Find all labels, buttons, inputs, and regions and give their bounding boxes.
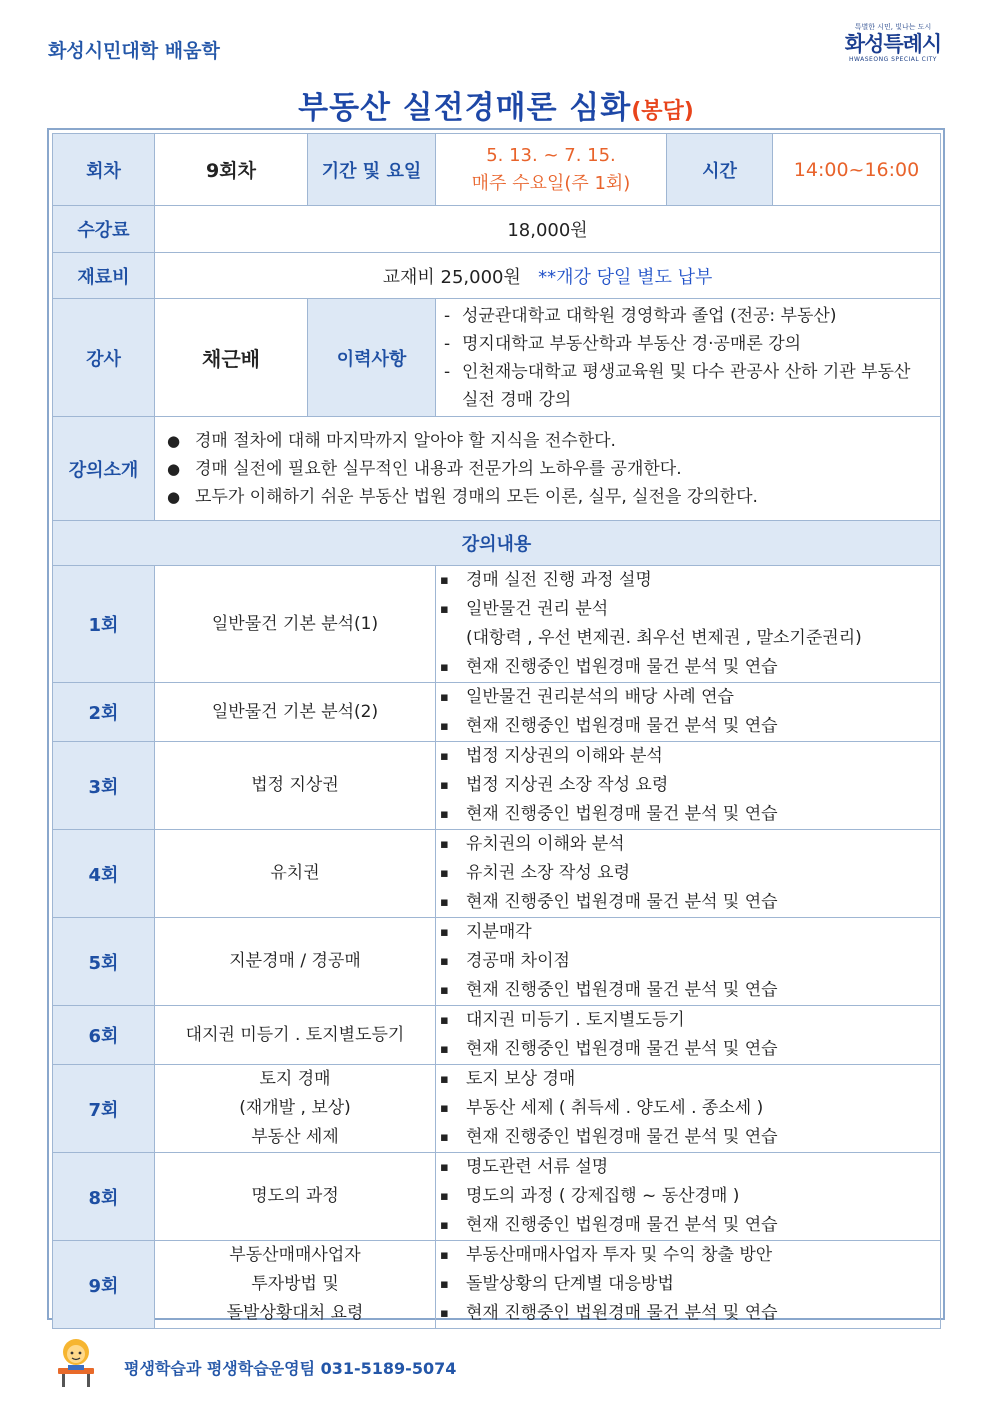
session-topic-line: 일반물건 기본 분석(1): [211, 613, 379, 634]
logo-slogan: 특별한 시민, 빛나는 도시: [854, 23, 932, 31]
session-topic: [155, 1241, 436, 1329]
session-topic: [155, 683, 436, 742]
career-item: - 성균관대학교 대학원 경영학과 졸업 (전공: 부동산): [436, 302, 932, 330]
session-number: 9회: [53, 1241, 155, 1329]
session-items: [436, 1241, 941, 1329]
session-number: 3회: [53, 742, 155, 830]
session-item: ▪ 유치권의 이해와 분석: [436, 830, 932, 859]
session-item: ▪ 부동산매매사업자 투자 및 수익 창출 방안: [436, 1241, 932, 1270]
session-item: ▪ 현재 진행중인 법원경매 물건 분석 및 연습: [436, 976, 932, 1005]
period-dates: 5. 13. ~ 7. 15.: [486, 144, 616, 166]
session-item-list: [436, 742, 940, 829]
session-item: ▪ 법정 지상권 소장 작성 요령: [436, 771, 932, 800]
session-item-list: [436, 830, 940, 917]
session-topic: [155, 1153, 436, 1241]
intro-item: ● 경매 실전에 필요한 실무적인 내용과 전문가의 노하우를 공개한다.: [155, 455, 932, 483]
session-topic: [155, 742, 436, 830]
session-item: (대항력 , 우선 변제권. 최우선 변제권 , 말소기준권리): [466, 628, 862, 648]
session-item: ▪ 현재 진행중인 법원경매 물건 분석 및 연습: [436, 1123, 932, 1152]
logo-mark: 화성특례시: [844, 32, 942, 56]
session-item: ▪ 명도관련 서류 설명: [436, 1153, 932, 1182]
session-items: [436, 918, 941, 1006]
intro-item: ● 모두가 이해하기 쉬운 부동산 법원 경매의 모든 이론, 실무, 실전을 강의한다.: [155, 483, 932, 511]
session-items: [436, 566, 941, 683]
session-row: [53, 1065, 941, 1153]
session-item: ▪ 부동산 세제 ( 취득세 . 양도세 . 종소세 ): [436, 1094, 932, 1123]
session-topic: [155, 830, 436, 918]
session-item: ▪ 현재 진행중인 법원경매 물건 분석 및 연습: [436, 1211, 932, 1240]
material-note: **개강 당일 별도 납부: [538, 266, 713, 288]
session-item: ▪ 현재 진행중인 법원경매 물건 분석 및 연습: [436, 1035, 932, 1064]
info-row-intro: [53, 417, 941, 521]
sessions-body: [53, 566, 941, 1329]
session-topic: [155, 1065, 436, 1153]
session-topic: [155, 918, 436, 1006]
session-topic-line: 명도의 과정: [251, 1186, 339, 1206]
logo-english: HWASEONG SPECIAL CITY: [849, 56, 937, 63]
career-item: - 명지대학교 부동산학과 부동산 경·공매론 강의: [436, 330, 932, 358]
session-item: ▪ 일반물건 권리 분석: [436, 595, 932, 624]
session-item: ▪ 경공매 차이점: [436, 947, 932, 976]
instructor-label: 강사: [53, 299, 155, 417]
fee-value: 18,000원: [155, 206, 941, 253]
session-items: [436, 1006, 941, 1065]
session-topic-line: 지분경매 / 경공매: [229, 951, 361, 971]
session-topic-line: 부동산매매사업자: [229, 1245, 361, 1265]
session-item: ▪ 토지 보상 경매: [436, 1065, 932, 1094]
session-item: ▪ 지분매각: [436, 918, 932, 947]
title-sub: (봉담): [631, 99, 694, 124]
session-item: ▪ 현재 진행중인 법원경매 물건 분석 및 연습: [436, 888, 932, 917]
session-items: [436, 683, 941, 742]
session-topic-line: 유치권: [270, 863, 320, 883]
session-topic-line: 대지권 미등기 . 토지별도등기: [185, 1024, 405, 1045]
mascot-icon: [54, 1336, 98, 1388]
session-row: [53, 683, 941, 742]
time-value: 14:00~16:00: [773, 134, 941, 206]
session-row: [53, 1153, 941, 1241]
session-value: 9회차: [155, 134, 308, 206]
time-label: 시간: [667, 134, 773, 206]
session-item: ▪ 일반물건 권리분석의 배당 사례 연습: [436, 683, 932, 712]
session-item-list: [436, 683, 940, 741]
session-items: [436, 1065, 941, 1153]
session-topic-line: 부동산 세제: [251, 1127, 339, 1147]
session-item-list: [436, 918, 940, 1005]
session-item: ▪ 대지권 미등기 . 토지별도등기: [436, 1006, 932, 1035]
session-number: 8회: [53, 1153, 155, 1241]
period-value: [436, 134, 667, 206]
course-table: [52, 133, 941, 1329]
info-row-instructor: [53, 299, 941, 417]
session-topic-line: 일반물건 기본 분석(2): [211, 701, 379, 722]
org-name: 화성시민대학 배움학: [48, 40, 220, 62]
period-label: 기간 및 요일: [308, 134, 436, 206]
session-item: ▪ 돌발상황의 단계별 대응방법: [436, 1270, 932, 1299]
session-item-list: [436, 1153, 940, 1240]
fee-label: 수강료: [53, 206, 155, 253]
session-item: ▪ 현재 진행중인 법원경매 물건 분석 및 연습: [436, 1299, 932, 1328]
session-item: ▪ 법정 지상권의 이해와 분석: [436, 742, 932, 771]
session-number: 2회: [53, 683, 155, 742]
session-item: ▪ 유치권 소장 작성 요령: [436, 859, 932, 888]
session-topic-line: 투자방법 및: [251, 1274, 339, 1294]
instructor-name: 채근배: [155, 299, 308, 417]
session-topic-line: (재개발 , 보상): [239, 1098, 351, 1118]
session-item-list: [436, 1065, 940, 1152]
page-title: [0, 82, 992, 127]
session-number: 5회: [53, 918, 155, 1006]
career-item: - 인천재능대학교 평생교육원 및 다수 관공사 산하 기관 부동산 실전 경매 강의: [436, 358, 932, 414]
session-items: [436, 830, 941, 918]
session-number: 6회: [53, 1006, 155, 1065]
session-item: ▪ 현재 진행중인 법원경매 물건 분석 및 연습: [436, 800, 932, 829]
session-row: [53, 566, 941, 683]
course-sheet: [47, 128, 945, 1323]
session-row: [53, 918, 941, 1006]
session-row: [53, 742, 941, 830]
info-row-fee: [53, 206, 941, 253]
intro-label: 강의소개: [53, 417, 155, 521]
session-item: ▪ 경매 실전 진행 과정 설명: [436, 566, 932, 595]
footer: [54, 1336, 654, 1390]
session-number: 4회: [53, 830, 155, 918]
material-value: [155, 253, 941, 299]
session-row: [53, 1006, 941, 1065]
session-topic: [155, 566, 436, 683]
session-topic: [155, 1006, 436, 1065]
content-label: 강의내용: [53, 521, 941, 566]
session-item: ▪ 현재 진행중인 법원경매 물건 분석 및 연습: [436, 712, 932, 741]
session-label: 회차: [53, 134, 155, 206]
footer-contact: 평생학습과 평생학습운영팀 031-5189-5074: [124, 1359, 457, 1378]
session-row: [53, 830, 941, 918]
period-weekday: 매주 수요일(주 1회): [471, 172, 631, 194]
session-number: 1회: [53, 566, 155, 683]
session-items: [436, 1153, 941, 1241]
session-topic-line: 법정 지상권: [251, 775, 339, 795]
info-row-session: [53, 134, 941, 206]
session-item-list: [436, 1241, 940, 1328]
session-item-list: [436, 1006, 940, 1064]
material-price: 교재비 25,000원: [382, 266, 521, 288]
session-item: ▪ 현재 진행중인 법원경매 물건 분석 및 연습: [436, 653, 932, 682]
session-topic-line: 돌발상황대처 요령: [226, 1303, 364, 1323]
content-header-row: [53, 521, 941, 566]
career-list: [436, 302, 940, 414]
city-logo: [838, 22, 948, 63]
info-row-material: [53, 253, 941, 299]
intro-list: [155, 427, 940, 511]
title-main: 부동산 실전경매론 심화: [298, 90, 632, 126]
session-item-list: [436, 566, 940, 682]
session-row: [53, 1241, 941, 1329]
session-topic-line: 토지 경매: [259, 1069, 331, 1089]
intro-item: ● 경매 절차에 대해 마지막까지 알아야 할 지식을 전수한다.: [155, 427, 932, 455]
session-number: 7회: [53, 1065, 155, 1153]
intro-cell: [155, 417, 941, 521]
career-label: 이력사항: [308, 299, 436, 417]
session-item: ▪ 명도의 과정 ( 강제집행 ~ 동산경매 ): [436, 1182, 932, 1211]
session-items: [436, 742, 941, 830]
career-cell: [436, 299, 941, 417]
material-label: 재료비: [53, 253, 155, 299]
